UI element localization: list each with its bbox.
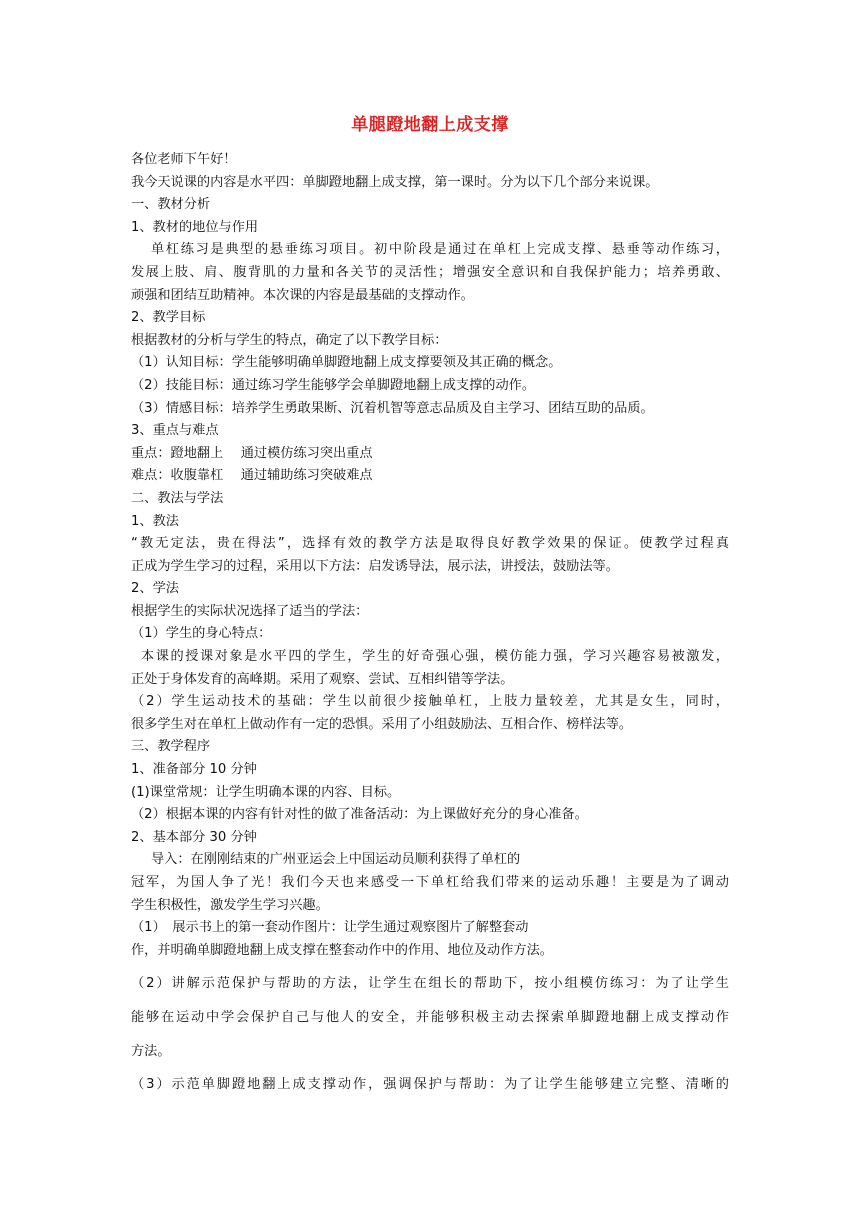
text-line: （1） 展示书上的第一套动作图片：让学生通过观察图片了解整套动	[131, 920, 529, 936]
document-title: 单腿蹬地翻上成支撑	[351, 115, 509, 135]
text-line: 很多学生对在单杠上做动作有一定的恐惧。采用了小组鼓励法、互相合作、榜样法等。	[131, 716, 633, 732]
subsection-heading: 1、教法	[131, 513, 179, 529]
text-line: 正成为学生学习的过程，采用以下方法：启发诱导法，展示法，讲授法，鼓励法等。	[131, 558, 619, 574]
subsection-heading: 2、基本部分 30 分钟	[131, 829, 257, 845]
text-line: （2）讲解示范保护与帮助的方法，让学生在组长的帮助下，按小组模仿练习：为了让学生	[131, 976, 729, 992]
section-heading: 一、教材分析	[131, 197, 211, 213]
text-line: 根据学生的实际状况选择了适当的学法：	[131, 603, 369, 619]
text-line: （1）学生的身心特点：	[131, 626, 272, 642]
text-line: 导入：在刚刚结束的广州亚运会上中国运动员顺利获得了单杠的	[151, 852, 521, 868]
text-line: 学生积极性，激发学生学习兴趣。	[131, 897, 329, 913]
text-line: 发展上肢、肩、腹背肌的力量和各关节的灵活性；增强安全意识和自我保护能力；培养勇敢、	[131, 264, 729, 280]
section-heading: 二、教法与学法	[131, 490, 224, 506]
subsection-heading: 1、教材的地位与作用	[131, 219, 259, 235]
text-line: 我今天说课的内容是水平四：单脚蹬地翻上成支撑，第一课时。分为以下几个部分来说课。	[131, 174, 659, 190]
text-line: 作，并明确单脚蹬地翻上成支撑在整套动作中的作用、地位及动作方法。	[131, 942, 553, 958]
text-line: “教无定法，贵在得法”，选择有效的教学方法是取得良好教学效果的保证。使教学过程真	[131, 536, 729, 552]
text-line: 冠军，为国人争了光！我们今天也来感受一下单杠给我们带来的运动乐趣！主要是为了调动	[131, 875, 729, 890]
text-line: （1）认知目标：学生能够明确单脚蹬地翻上成支撑要领及其正确的概念。	[131, 355, 562, 371]
text-line: 重点：蹬地翻上 通过模仿练习突出重点	[131, 445, 373, 461]
subsection-heading: 1、准备部分 10 分钟	[131, 762, 257, 778]
text-line: 根据教材的分析与学生的特点，确定了以下教学目标：	[131, 332, 448, 348]
document-body	[131, 149, 729, 1097]
text-line: 本课的授课对象是水平四的学生，学生的好奇强心强，模仿能力强，学习兴趣容易被激发，	[141, 649, 729, 665]
text-line: 方法。	[131, 1043, 171, 1059]
text-line: 顽强和团结互助精神。本次课的内容是最基础的支撑动作。	[131, 287, 474, 303]
subsection-heading: 2、教学目标	[131, 310, 206, 326]
text-line: （3）示范单脚蹬地翻上成支撑动作，强调保护与帮助：为了让学生能够建立完整、清晰的	[131, 1077, 729, 1093]
section-heading: 三、教学程序	[131, 739, 211, 755]
subsection-heading: 2、学法	[131, 581, 179, 597]
text-line: 单杠练习是典型的悬垂练习项目。初中阶段是通过在单杠上完成支撑、悬垂等动作练习，	[151, 242, 729, 258]
subsection-heading: 3、重点与难点	[131, 423, 219, 439]
text-line: （2）学生运动技术的基础：学生以前很少接触单杠，上肢力量较差，尤其是女生，同时，	[131, 694, 729, 710]
text-line: 能够在运动中学会保护自己与他人的安全，并能够积极主动去探索单脚蹬地翻上成支撑动作	[131, 1009, 729, 1025]
text-line: 难点：收腹靠杠 通过辅助练习突破难点	[131, 468, 373, 484]
text-line: （3）情感目标：培养学生勇敢果断、沉着机智等意志品质及自主学习、团结互助的品质。	[131, 400, 654, 416]
text-line: （2）技能目标：通过练习学生能够学会单脚蹬地翻上成支撑的动作。	[131, 377, 536, 393]
text-line: 正处于身体发育的高峰期。采用了观察、尝试、互相纠错等学法。	[131, 671, 514, 687]
text-line: (1)课堂常规：让学生明确本课的内容、目标。	[131, 784, 401, 800]
text-line: 各位老师下午好！	[131, 152, 237, 167]
text-line: （2）根据本课的内容有针对性的做了准备活动：为上课做好充分的身心准备。	[131, 807, 588, 823]
